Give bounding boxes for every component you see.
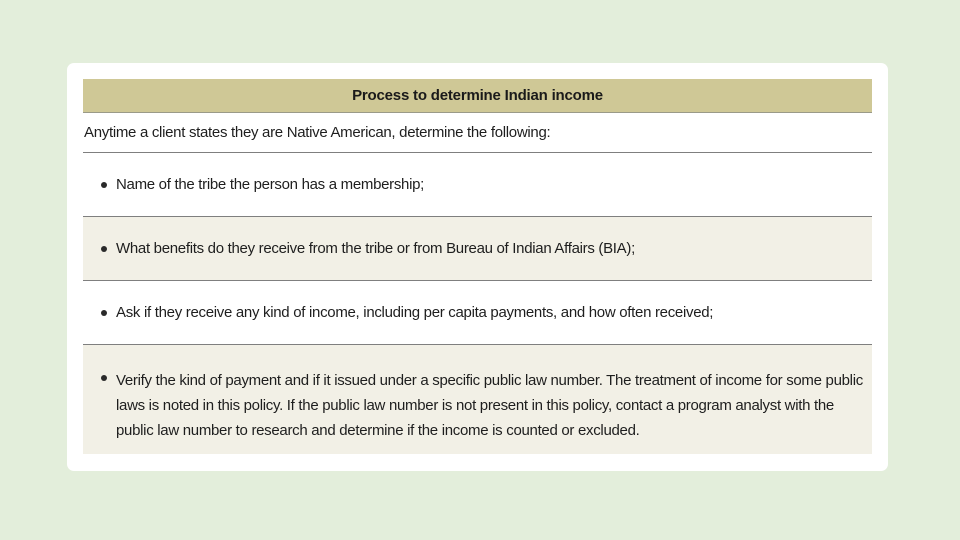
bullet-icon: [101, 182, 107, 188]
table-header: [83, 79, 872, 113]
table-title: Process to determine Indian income: [352, 87, 603, 104]
bullet-icon: [101, 310, 107, 316]
bullet-icon: [101, 375, 107, 381]
row-text: What benefits do they receive from the tribe or from Bureau of Indian Affairs (BIA);: [116, 240, 635, 257]
row-text: Verify the kind of payment and if it issued under a specific public law number. The treatment of income for some public laws is noted in this policy. If the public law number is not present in this policy, contact a program analyst with the public law number to research and determine if the income is counted or excluded.: [116, 372, 863, 439]
bullet-icon: [101, 246, 107, 252]
intro-text: Anytime a client states they are Native American, determine the following:: [84, 124, 551, 141]
table-row: [83, 281, 872, 345]
row-text: Ask if they receive any kind of income, including per capita payments, and how often received;: [116, 304, 714, 321]
intro-row: [83, 113, 872, 153]
table-row: [83, 217, 872, 281]
row-text: Name of the tribe the person has a membership;: [116, 176, 425, 193]
process-table: [83, 79, 872, 454]
table-row: [83, 153, 872, 217]
table-row: [83, 345, 872, 454]
content-card: [67, 63, 888, 471]
